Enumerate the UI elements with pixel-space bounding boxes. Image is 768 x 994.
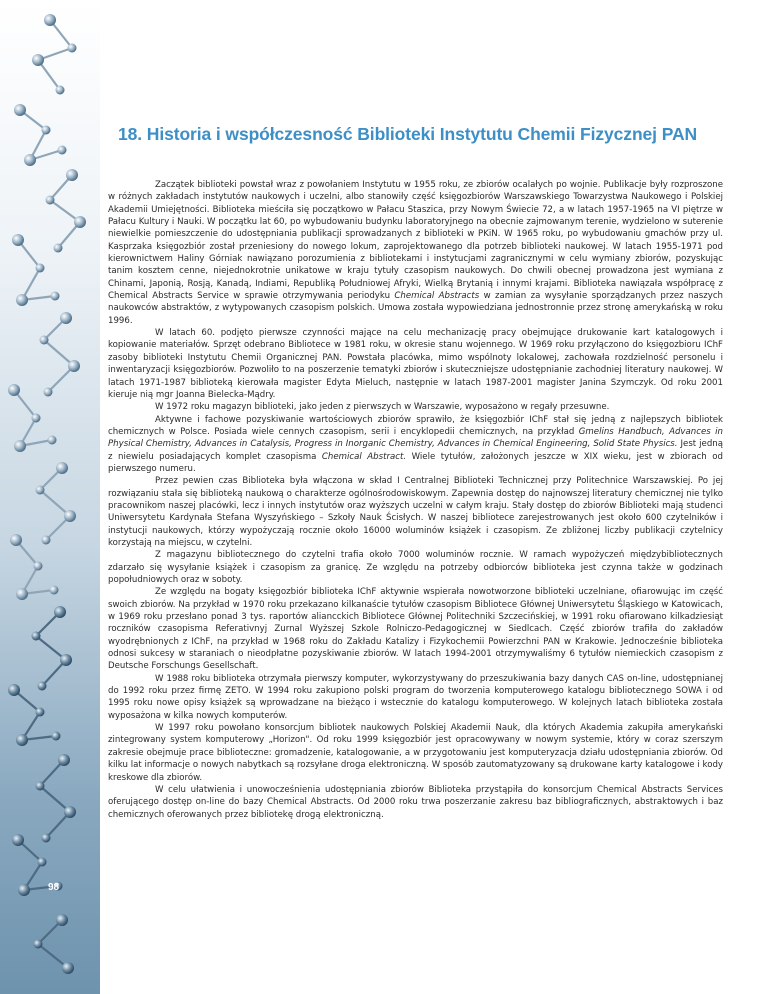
paragraph — [108, 784, 723, 821]
molecule-atom — [18, 884, 30, 896]
molecule-atom — [16, 294, 28, 306]
molecule-model-icon — [0, 0, 100, 994]
molecule-atom — [14, 104, 26, 116]
molecule-atom — [66, 169, 78, 181]
molecule-atom — [24, 154, 36, 166]
molecule-atom — [32, 414, 41, 423]
molecule-atom — [56, 462, 68, 474]
molecule-atom — [32, 54, 44, 66]
molecule-atom — [36, 486, 45, 495]
page-title: 18. Historia i współczesność Biblioteki Instytutu Chemii Fizycznej PAN — [118, 124, 698, 144]
page-number: 98 — [48, 882, 60, 893]
molecule-atom — [16, 588, 28, 600]
text-run: Aktywne i fachowe pozyskiwanie wartościowych zbiorów sprawiło, że księgozbiór IChF stał się jedną z najlepszych bibliotek chemicznych w Polsce. Posiada wiele cennych czasopism, serii i encyklopedii chemicznych, na przykład — [108, 414, 723, 437]
molecule-atom — [38, 682, 47, 691]
molecule-atom — [54, 606, 66, 618]
paragraph — [108, 179, 723, 327]
molecule-atom — [68, 44, 77, 53]
paragraph — [108, 722, 723, 784]
molecule-atom — [50, 586, 59, 595]
decorative-sidebar — [0, 0, 100, 994]
molecule-atom — [16, 734, 28, 746]
molecule-atom — [36, 782, 45, 791]
molecule-atom — [68, 360, 80, 372]
molecule-atom — [42, 834, 51, 843]
molecule-atom — [12, 834, 24, 846]
molecule-atom — [48, 436, 57, 445]
paragraph — [108, 549, 723, 586]
paragraph — [108, 401, 723, 413]
molecule-atom — [32, 632, 41, 641]
text-run: Jest jedną z niewielu posiadających komplet czasopisma — [108, 439, 723, 462]
molecule-atom — [8, 384, 20, 396]
molecule-atom — [58, 754, 70, 766]
molecule-atom — [42, 126, 51, 135]
article-body — [108, 179, 723, 821]
text-run: Z magazynu bibliotecznego do czytelni trafia około 7000 woluminów rocznie. W ramach wypożyczeń międzybibliotecznych zdarzało się wysyłanie książek i czasopism za granicę. Ze względu na potrzeby odbiorców biblioteka jest czynna także w godzinach popołudniowych oraz w soboty. — [108, 550, 723, 585]
text-run: Ze względu na bogaty księgozbiór biblioteka IChF aktywnie wspierała nowotworzone biblioteki uczelniane, ofiarowując im część swoich zbiorów. Na przykład w 1970 roku przekazano kilkanaście tytułów czasopism Bibliotece Głównej Uniwersytetu Śląskiego w Katowicach, w 1969 roku przesłano ponad 3 tys. raportów aliancckich Bibliotece Głównej Politechniki Szczecińskiej, w 1991 roku ofiarowano kilkadziesiąt roczników czasopisma Referativnyj Zurnal Wyższej Szkole Rolniczo-Pedagogicznej w Siedlcach. Część zbiorów trafiła do zakładów wyodrębnionych z IChF, na przykład w 1968 roku do Zakładu Katalizy i Fizykochemii Powierzchni PAN w Krakowie. Jednocześnie biblioteka odnosi sukcesy w staraniach o nieodpłatne pozyskiwanie zbiorów. W latach 1994-2001 otrzymywaliśmy 6 tytułów niemieckich czasopism z Deutsche Forschungs Gesellschaft. — [108, 587, 723, 672]
paragraph — [108, 673, 723, 722]
molecule-atom — [56, 914, 68, 926]
molecule-atom — [64, 806, 76, 818]
text-run: W 1988 roku biblioteka otrzymała pierwszy komputer, wykorzystywany do przeszukiwania bazy danych CAS on-line, udostępnianej do 1992 roku przez firmę ZETO. W 1994 roku zakupiono polski program do tworzenia komputerowego katalogu bibliotecznego SOWA i od 1995 roku nowe opisy książek są wprowadzane na bieżąco i wstecznie do katalogu komputerowego. W kolejnych latach biblioteka została wyposażona w kilka nowych komputerów. — [108, 673, 723, 721]
italic-title: Chemical Abstracts — [394, 291, 480, 302]
paragraph — [108, 586, 723, 672]
molecule-atom — [51, 292, 60, 301]
molecule-atom — [36, 264, 45, 273]
molecule-atom — [10, 534, 22, 546]
text-run: W latach 60. podjęto pierwsze czynności mające na celu mechanizację pracy obejmujące drukowanie kart katalogowych i kopiowanie materiałów. Sprzęt odebrano Bibliotece w 1981 roku, w okresie stanu wojennego. W 1969 roku przyłączono do księgozbioru IChF zasoby biblioteki Instytutu Chemii Organicznej PAN. Powstała placówka, mimo wspólnoty lokalowej, zachowała rozdzielność personelu i inwentaryzacji księgozbiorów. Pozwoliło to na poszerzenie tematyki zbiorów i skuteczniejsze udostępnianie zachodniej literatury naukowej. W latach 1971-1987 biblioteką kierowała magister Edyta Mieluch, następnie w latach 1987-2001 magister Janina Szymczyk. Od roku 2001 kieruje nią mgr Joanna Bielecka-Mądry. — [108, 328, 723, 400]
molecule-atom — [40, 336, 49, 345]
text-run: Zaczątek biblioteki powstał wraz z powołaniem Instytutu w 1955 roku, ze zbiorów ocalałych po wojnie. Publikacje były rozproszone w różnych zakładach instytutów naukowych i uczelni, albo stanowiły część księgozbiorów Warszawskiego Towarzystwa Naukowego i Polskiej Akademii Umiejętności. Biblioteka mieściła się początkowo w Pałacu Staszica, przy Nowym Świecie 72, a w latach 1957-1965 na VI piętrze w Pałacu Kultury i Nauki. W początku lat 60, po wybudowaniu budynku laboratoryjnego na obecnie zajmowanym terenie, wydzielono w suterenie niewielkie pomieszczenie do udostępniania publikacji sprowadzanych z biblioteki w PKiN. W 1965 roku, po wybudowaniu gmachów przy ul. Kasprzaka księgozbiór został przeniesiony do nowego lokum, zaprojektowanego dla potrzeb biblioteki naukowej. W latach 1955-1971 pod kierownictwem Haliny Górniak nawiązano porozumienia z bibliotekami i instytucjami zagranicznymi w celu wymiany zbiorów, pozyskując tanim kosztem cenne, niejednokrotnie unikatowe w kraju tytuły czasopism naukowych. Do chwili obecnej prowadzona jest wymiana z Chinami, Japonią, Rosją, Kanadą, Indiami, Republiką Południowej Afryki, Wielką Brytanią i innymi krajami. Biblioteka nawiązała współpracę z Chemical Abstracts Service w sprawie otrzymywania periodyku — [108, 180, 723, 302]
molecule-atom — [36, 708, 45, 717]
molecule-atom — [60, 654, 72, 666]
molecule-atom — [34, 940, 43, 949]
molecule-atom — [44, 14, 56, 26]
molecule-atom — [64, 510, 76, 522]
paragraph — [108, 327, 723, 401]
italic-title: Gmelins Handbuch, Advances in Physical Chemistry, Advances in Catalysis, Progress in Inorganic Chemistry, Advances in Chemical Engineering, Solid State Physics. — [108, 426, 723, 450]
text-run: W celu ułatwienia i unowocześnienia udostępniania zbiorów Biblioteka przystąpiła do konsorcjum Chemical Abstracts Services oferującego dostęp on-line do bazy Chemical Abstracts. Od 2000 roku trwa poszerzanie zakresu baz bibliograficznych, abstraktowych i baz chemicznych oferowanych przez bibliotekę drogą elektroniczną. — [108, 784, 723, 820]
text-run: Przez pewien czas Biblioteka była włączona w skład I Centralnej Biblioteki Technicznej przy Politechnice Warszawskiej. Po jej rozwiązaniu stała się biblioteką naukową o charakterze ogólnośrodowiskowym. Zapewnia dostęp do najnowszej literatury chemicznej nie tylko pracownikom naszej placówki, lecz i innych instytutów oraz wyższych uczelni w całym kraju. Stały dostęp do zbiorów Biblioteki mają studenci Uniwersytetu Kardynała Stefana Wyszyńskiego – Szkoły Nauk Ścisłych. W naszej bibliotece zarejestrowanych jest około 600 czytelników i instytucji naukowych, którzy wypożyczają rocznie około 16000 woluminów książek i czasopism. Ze zbliżonej liczby publikacji czytelnicy korzystają na miejscu, w czytelni. — [108, 476, 723, 548]
text-run: W 1997 roku powołano konsorcjum bibliotek naukowych Polskiej Akademii Nauk, dla których Akademia zakupiła amerykański zintegrowany system komputerowy „Horizon". Od roku 1999 księgozbiór jest opracowywany w nowym systemie, który w coraz szerszym zakresie obejmuje prace biblioteczne: gromadzenie, katalogowanie, a w przygotowaniu jest komputeryzacja działu udostępniania zbiorów. Od kilku lat informacje o nowych nabytkach są rozsyłane droga elektroniczną. W sposób zautomatyzowany są drukowane karty katalogowe i kody kreskowe dla zbiorów. — [108, 723, 723, 783]
text-run: W 1972 roku magazyn biblioteki, jako jeden z pierwszych w Warszawie, wyposażono w regały przesuwne. — [155, 402, 610, 413]
molecule-atom — [74, 216, 86, 228]
paragraph — [108, 475, 723, 549]
molecule-atom — [12, 234, 24, 246]
molecule-atom — [60, 312, 72, 324]
molecule-atom — [54, 244, 63, 253]
italic-title: Chemical Abstract. — [321, 451, 407, 462]
molecule-atom — [8, 684, 20, 696]
molecule-atom — [46, 196, 55, 205]
text-run: Wiele tytułów, założonych jeszcze w XIX wieku, jest w zbiorach od pierwszego numeru. — [108, 451, 723, 474]
molecule-atom — [14, 440, 26, 452]
molecule-atom — [62, 962, 74, 974]
molecule-atom — [34, 562, 43, 571]
molecule-atom — [42, 536, 51, 545]
molecule-atom — [38, 858, 47, 867]
molecule-atom — [58, 146, 67, 155]
molecule-atom — [44, 388, 53, 397]
paragraph — [108, 414, 723, 476]
molecule-atom — [56, 86, 65, 95]
molecule-atom — [52, 732, 61, 741]
text-run: w zamian za wysyłanie sporządzanych przez naszych naukowców abstraktów, z wytypowanych czasopism polskich. Umowa została wypowiedziana jednostronnie przez stronę amerykańską w roku 1996. — [108, 291, 724, 326]
